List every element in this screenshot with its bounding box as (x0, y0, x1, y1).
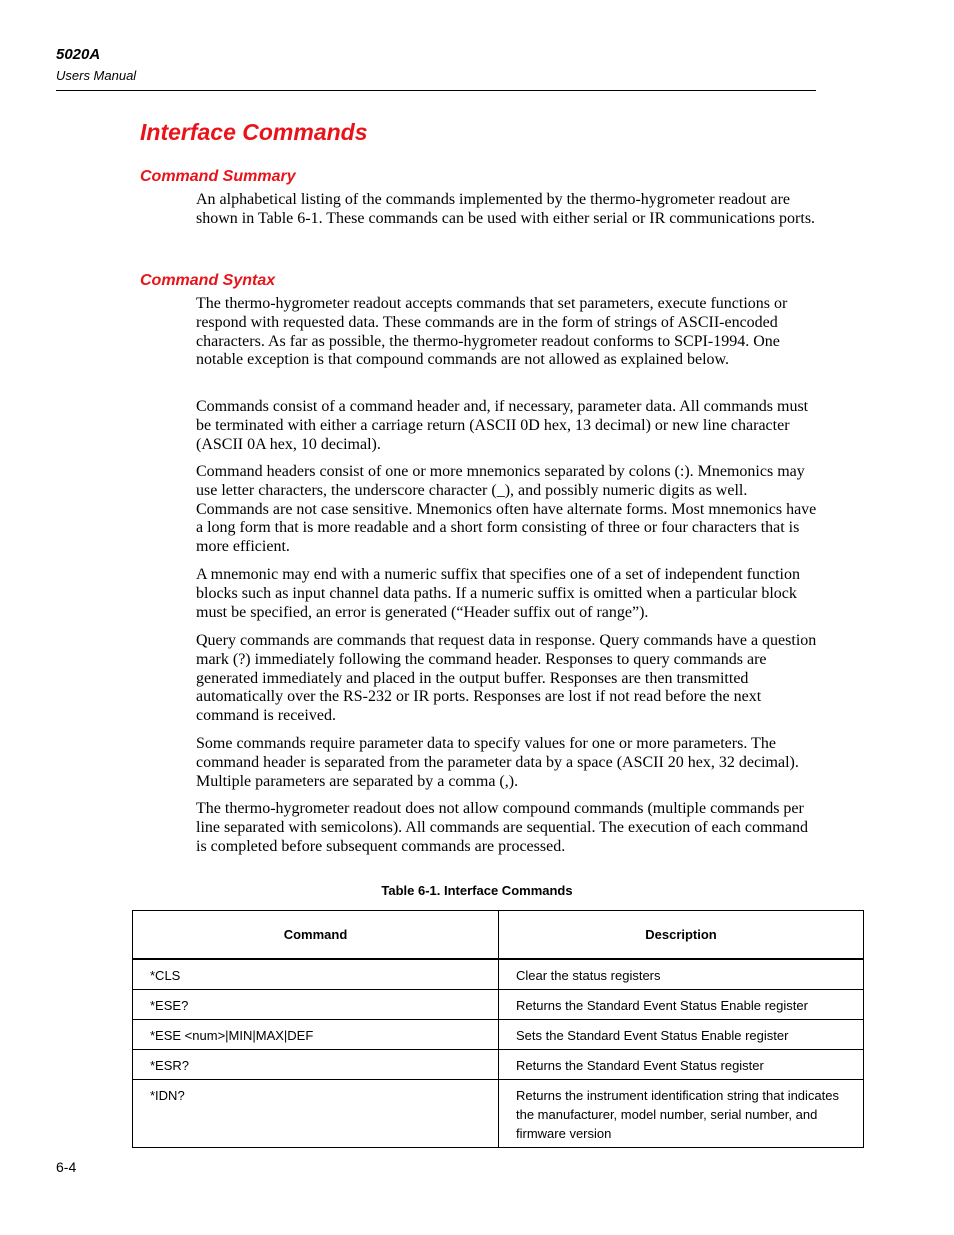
command-cell: *ESE <num>|MIN|MAX|DEF (133, 1020, 499, 1050)
document-model: 5020A (56, 46, 101, 63)
document-subtitle: Users Manual (56, 68, 137, 83)
column-header-description: Description (499, 911, 864, 960)
syntax-paragraph: A mnemonic may end with a numeric suffix that specifies one of a set of independent function blocks such as input channel data paths. If a numeric suffix is omitted when a particular block must be specified, an error is generated (“Header suffix out of range”). (196, 566, 800, 621)
command-summary-text: An alphabetical listing of the commands implemented by the thermo-hygrometer readout are shown in Table 6-1. These commands can be used with either serial or IR communications ports. (196, 191, 816, 227)
command-summary-heading: Command Summary (140, 168, 296, 185)
header-divider (56, 90, 816, 91)
syntax-paragraph: Query commands are commands that request data in response. Query commands have a question mark (?) immediately following the command header. Responses to query commands are generated immediately and placed in the output buffer. Responses are then transmitted automatically over the RS-232 or IR ports. Responses are lost if not read before the next command is received. (196, 632, 817, 725)
syntax-paragraph: Some commands require parameter data to specify values for one or more parameters. The command header is separated from the parameter data by a space (ASCII 20 hex, 32 decimal). Multiple parameters are separated by a comma (,). (196, 735, 799, 790)
interface-commands-table (132, 910, 864, 1148)
command-cell: *ESE? (133, 990, 499, 1020)
description-cell: Returns the instrument identification string that indicates the manufacturer, model number, serial number, and firmware version (499, 1080, 864, 1148)
table-row (133, 1020, 864, 1050)
syntax-paragraph: Command headers consist of one or more mnemonics separated by colons (:). Mnemonics may use letter characters, the underscore character (_), and possibly numeric digits as well. Commands are not case sensitive. Mnemonics often have alternate forms. Most mnemonics have a long form that is more readable and a short form consisting of three or four characters that is more efficient. (196, 463, 817, 556)
description-cell: Clear the status registers (499, 959, 864, 990)
description-cell: Sets the Standard Event Status Enable register (499, 1020, 864, 1050)
command-cell: *CLS (133, 959, 499, 990)
page-number: 6-4 (56, 1159, 77, 1175)
table-caption: Table 6-1. Interface Commands (381, 883, 573, 898)
command-cell: *ESR? (133, 1050, 499, 1080)
syntax-paragraph: The thermo-hygrometer readout does not allow compound commands (multiple commands per line separated with semicolons). All commands are sequential. The execution of each command is completed before subsequent commands are processed. (196, 800, 808, 855)
table-row (133, 990, 864, 1020)
table-header-row (133, 911, 864, 960)
table-row (133, 1050, 864, 1080)
description-cell: Returns the Standard Event Status Enable register (499, 990, 864, 1020)
description-cell: Returns the Standard Event Status register (499, 1050, 864, 1080)
table-row (133, 959, 864, 990)
command-cell: *IDN? (133, 1080, 499, 1148)
syntax-paragraph: Commands consist of a command header and, if necessary, parameter data. All commands must be terminated with either a carriage return (ASCII 0D hex, 13 decimal) or new line character (ASCII 0A hex, 10 decimal). (196, 398, 809, 453)
table-row (133, 1080, 864, 1148)
syntax-paragraph: The thermo-hygrometer readout accepts commands that set parameters, execute functions or respond with requested data. These commands are in the form of strings of ASCII-encoded characters. As far as possible, the thermo-hygrometer readout conforms to SCPI-1994. One notable exception is that compound commands are not allowed as explained below. (196, 295, 788, 369)
column-header-command: Command (133, 911, 499, 960)
command-syntax-heading: Command Syntax (140, 272, 276, 289)
section-title: Interface Commands (140, 119, 368, 145)
